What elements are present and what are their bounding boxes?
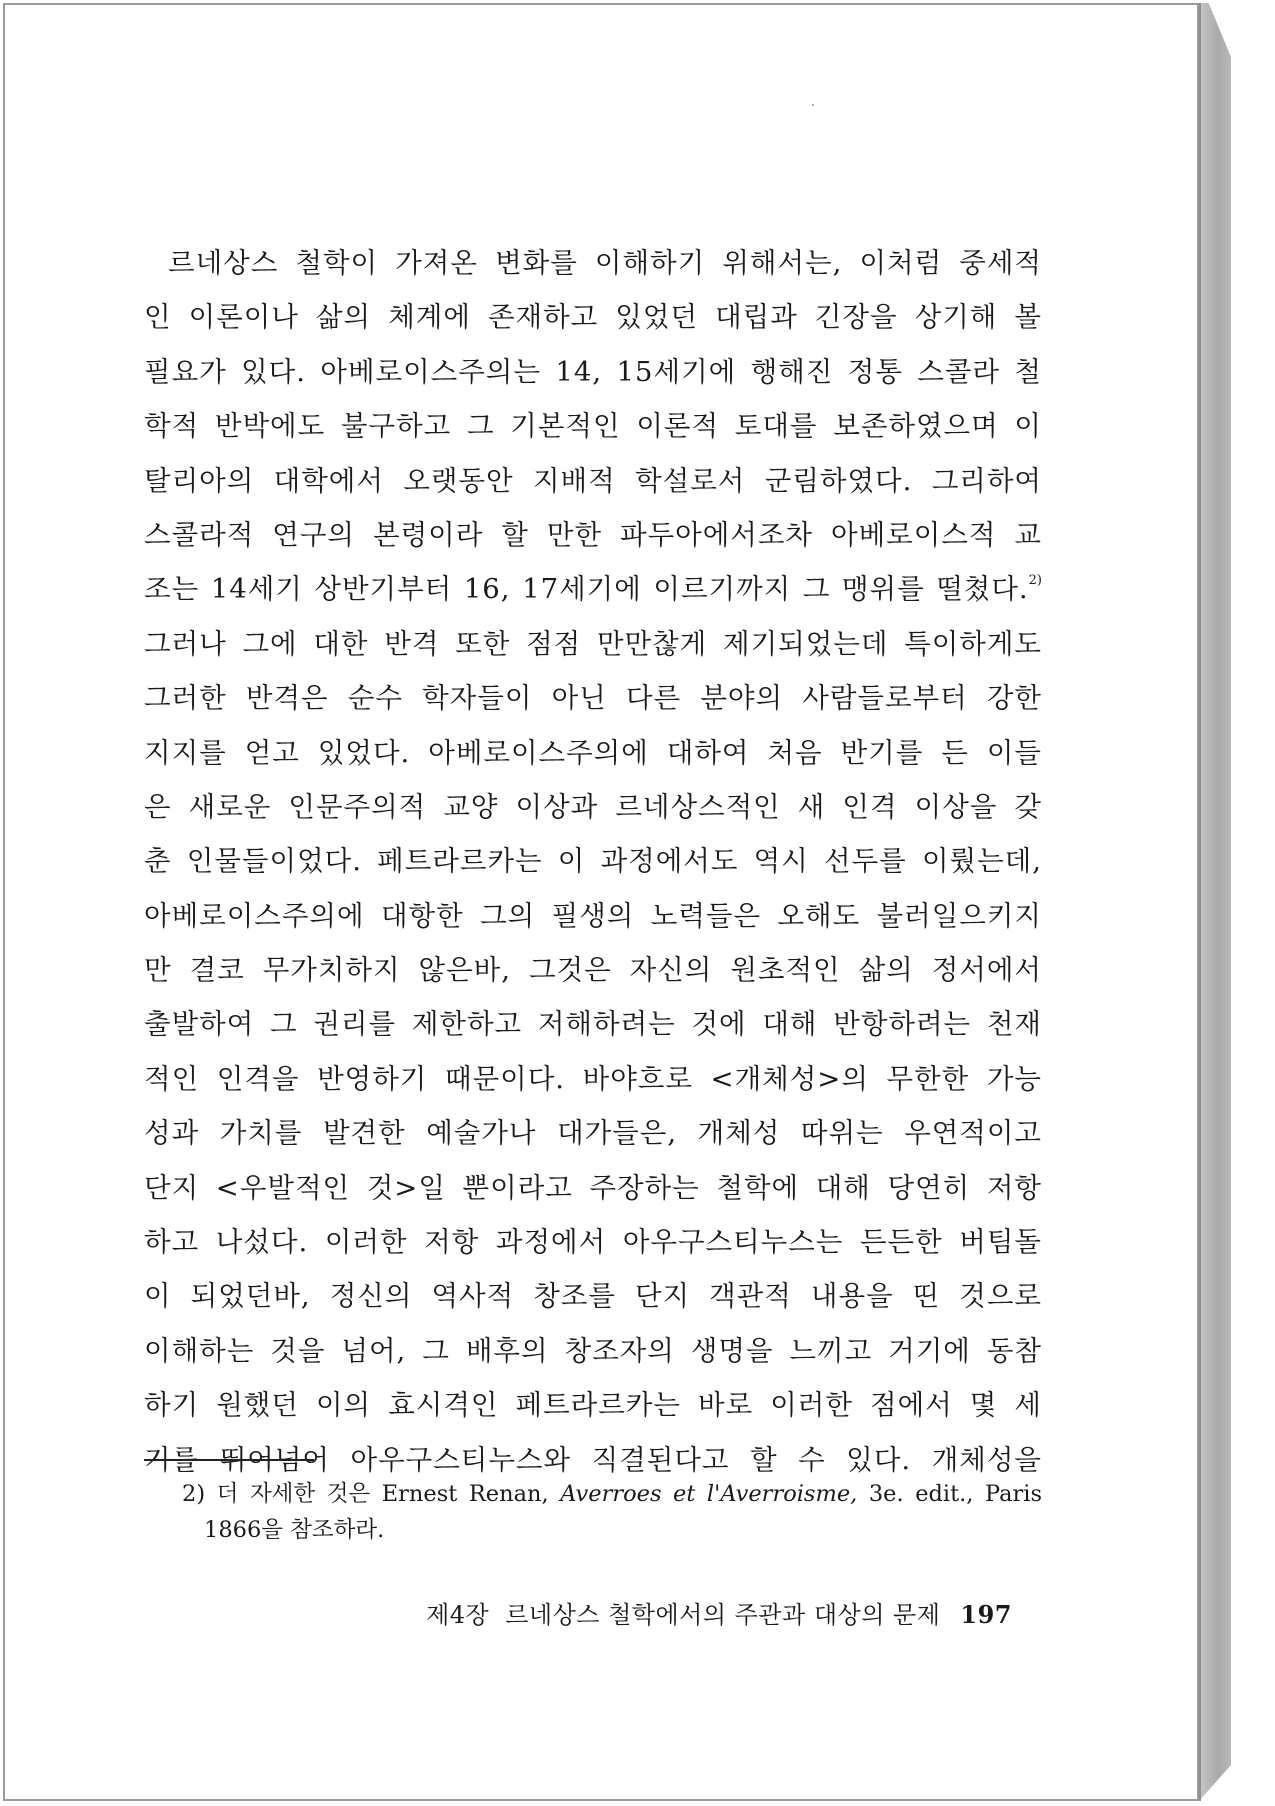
- scan-speck: [812, 104, 814, 106]
- page-number: 197: [960, 1600, 1012, 1629]
- page-edge-shadow: [1199, 3, 1201, 1801]
- footnote: [182, 1476, 1042, 1548]
- body-line: 은 새로운 인문주의적 교양 이상과 르네상스적인 새 인격 이상을 갖: [144, 790, 1042, 823]
- body-line: 필요가 있다. 아베로이스주의는 14, 15세기에 행해진 정통 스콜라 철: [144, 355, 1042, 388]
- body-line: 이 되었던바, 정신의 역사적 창조를 단지 객관적 내용을 띤 것으로: [144, 1280, 1042, 1313]
- body-text: [144, 236, 1042, 1487]
- footnote-reference: 2): [1028, 573, 1042, 589]
- body-line: 아베로이스주의에 대항한 그의 필생의 노력들은 오해도 불러일으키지: [144, 899, 1042, 932]
- chapter-title: 르네상스 철학에서의 주관과 대상의 문제: [505, 1601, 941, 1629]
- body-line: 출발하여 그 권리를 제한하고 저해하려는 것에 대해 반항하려는 천재: [144, 1008, 1042, 1041]
- footnote-line: 1866을 참조하라.: [204, 1517, 385, 1543]
- body-line: 이해하는 것을 넘어, 그 배후의 창조자의 생명을 느끼고 거기에 동참: [144, 1334, 1042, 1367]
- body-line: 기를 뛰어넘어 아우구스티누스와 직결된다고 할 수 있다. 개체성을: [144, 1443, 1042, 1476]
- footnote-text: 더 자세한 것은 Ernest Renan,: [216, 1481, 549, 1507]
- running-footer: [426, 1598, 1012, 1632]
- page-stack-edge: [1199, 3, 1231, 1801]
- body-line: 그러나 그에 대한 반격 또한 점점 만만찮게 제기되었는데 특이하게도: [144, 627, 1042, 660]
- body-line: 그러한 반격은 순수 학자들이 아닌 다른 분야의 사람들로부터 강한: [144, 682, 1042, 715]
- footnote-text: 3e. edit., Paris: [868, 1481, 1043, 1507]
- body-line: 춘 인물들이었다. 페트라르카는 이 과정에서도 역시 선두를 이뤘는데,: [144, 845, 1042, 878]
- body-line: 스콜라적 연구의 본령이라 할 만한 파두아에서조차 아베로이스적 교: [144, 518, 1042, 551]
- body-line: 하기 원했던 이의 효시격인 페트라르카는 바로 이러한 점에서 몇 세: [144, 1389, 1042, 1422]
- body-line: 탈리아의 대학에서 오랫동안 지배적 학설로서 군림하였다. 그리하여: [144, 464, 1042, 497]
- chapter-label: 제4장: [426, 1601, 490, 1629]
- body-line: 단지 <우발적인 것>일 뿐이라고 주장하는 철학에 대해 당연히 저항: [144, 1171, 1042, 1204]
- body-line: 인 이론이나 삶의 체계에 존재하고 있었던 대립과 긴장을 상기해 볼: [144, 301, 1042, 334]
- body-line: 르네상스 철학이 가져온 변화를 이해하기 위해서는, 이처럼 중세적: [168, 247, 1042, 279]
- body-line: 하고 나섰다. 이러한 저항 과정에서 아우구스티누스는 든든한 버팀돌: [144, 1226, 1042, 1259]
- body-line-text: 조는 14세기 상반기부터 16, 17세기에 이르기까지 그 맹위를 떨쳤다.: [144, 573, 1029, 606]
- body-line: 만 결코 무가치하지 않은바, 그것은 자신의 원초적인 삶의 정서에서: [144, 954, 1042, 987]
- footnote-divider: [144, 1459, 314, 1461]
- footnote-marker: 2): [182, 1481, 206, 1507]
- footnote-title: Averroes et l'Averroisme,: [560, 1481, 858, 1507]
- body-line: 적인 인격을 반영하기 때문이다. 바야흐로 <개체성>의 무한한 가능: [144, 1062, 1042, 1095]
- body-line: 학적 반박에도 불구하고 그 기본적인 이론적 토대를 보존하였으며 이: [144, 410, 1042, 443]
- body-line: 성과 가치를 발견한 예술가나 대가들은, 개체성 따위는 우연적이고: [144, 1117, 1042, 1150]
- body-line: 지지를 얻고 있었다. 아베로이스주의에 대하여 처음 반기를 든 이들: [144, 736, 1042, 769]
- body-line-with-footnote: [144, 562, 1042, 616]
- footnote-line: [182, 1476, 1042, 1512]
